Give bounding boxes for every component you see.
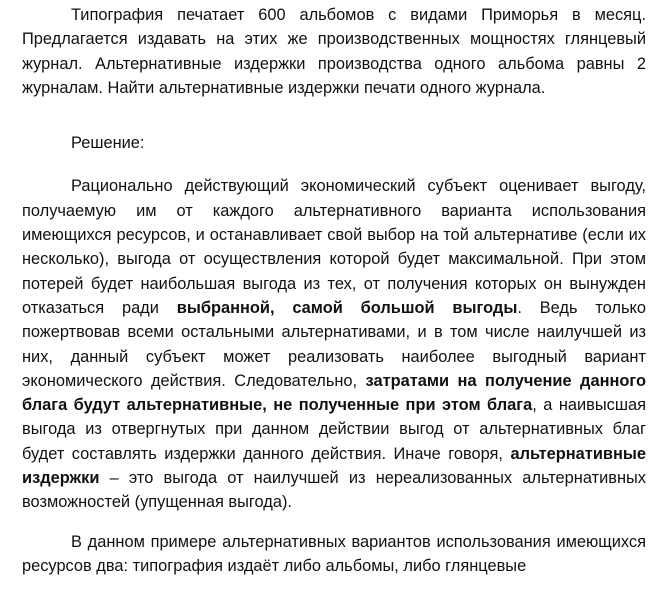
solution-bold-2: затратами на получение данного блага будут альтернативные, не полученные при этом блага [22, 371, 646, 415]
solution-text-3: , а наивысшая выгода из отвергнутых при данном действии выгод от альтернативных благ будет составлять издержки данного действия. Иначе говоря, [22, 396, 646, 463]
task-paragraph: Типография печатает 600 альбомов с видами Приморья в месяц. Предлагается издавать на этих же производственных мощностях глянцевый журнал. Альтернативные издержки производства одного альбома равны 2 журналам. Найти альтернативные издержки печати одного журнала. [22, 6, 646, 97]
solution-heading: Решение: [71, 134, 145, 153]
document-page [22, 0, 646, 578]
solution-bold-1: выбранной, самой большой выгоды [176, 298, 518, 317]
solution-text-1: Рационально действующий экономический субъект оценивает выгоду, получаемую им от каждого альтернативного варианта использования имеющихся ресурсов, и останавливает свой выбор на той альтернативе (если их несколько), выгода от осуществления которой будет максимальной. При этом потерей будет наибольшая выгода из тех, от получения которых он вынужден отказаться ради [22, 177, 646, 317]
solution-text-2: . Ведь только пожертвовав всеми остальными альтернативами, и в том числе наилучшей из них, данный субъект может реализовать наиболее выгодный вариант экономического действия. Следовательно, [22, 298, 646, 390]
solution-text-4: – это выгода от наилучшей из нереализованных альтернативных возможностей (упущенная выгода). [22, 469, 646, 512]
example-paragraph: В данном примере альтернативных вариантов использования имеющихся ресурсов два: типография издаёт либо альбомы, либо глянцевые [22, 532, 646, 575]
solution-bold-3: альтернативные издержки [22, 444, 646, 488]
solution-paragraph [22, 174, 646, 514]
